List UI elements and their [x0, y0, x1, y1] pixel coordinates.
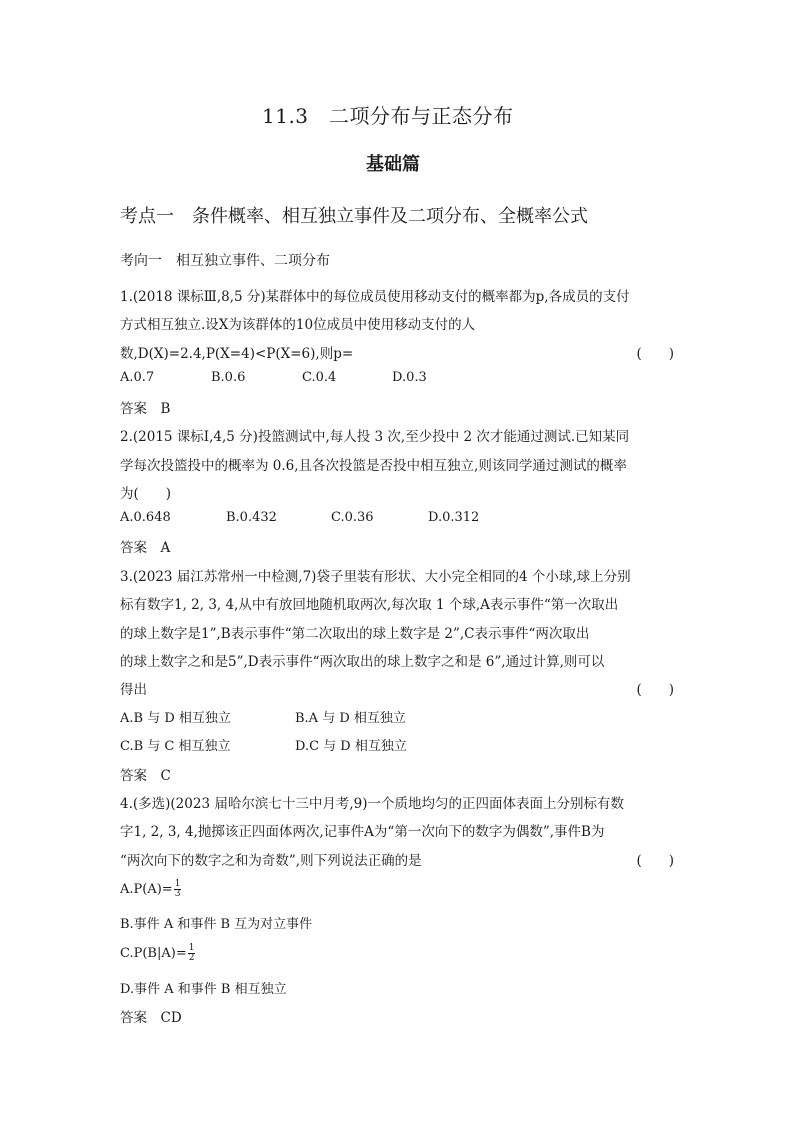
q4-option-b: B.事件 A 和事件 B 互为对立事件 [120, 917, 313, 932]
q3-line-5: 得出 [120, 682, 147, 698]
q1-line-2: 方式相互独立.设X为该群体的10位成员中使用移动支付的人 [120, 317, 476, 333]
q4-line-3: “两次向下的数字之和为奇数”,则下列说法正确的是 [120, 853, 422, 869]
q2-option-b: B.0.432 [226, 510, 277, 525]
q2-line-3: 为( ) [120, 486, 172, 502]
q2-line-2: 学每次投篮投中的概率为 0.6,且各次投篮是否投中相互独立,则该同学通过测试的概率 [120, 458, 627, 474]
q3-answer-paren: ( ) [636, 682, 674, 698]
q4-option-a-denominator: 3 [174, 889, 181, 899]
q4-answer-paren: ( ) [636, 853, 674, 869]
q4-option-a-numerator: 1 [174, 879, 181, 889]
q3-line-1: 3.(2023 届江苏常州一中检测,7)袋子里装有形状、大小完全相同的4 个小球,球上分别 [120, 569, 631, 585]
q3-line-2: 标有数字1, 2, 3, 4,从中有放回地随机取两次,每次取 1 个球,A表示事件“第一次取出 [120, 597, 619, 613]
q1-line-1: 1.(2018 课标Ⅲ,8,5 分)某群体中的每位成员使用移动支付的概率都为p,各成员的支付 [120, 289, 630, 305]
q3-option-a: A.B 与 D 相互独立 [120, 711, 231, 726]
q4-option-a [120, 880, 181, 899]
q3-option-b: B.A 与 D 相互独立 [295, 711, 406, 726]
q4-option-c-fraction [188, 944, 196, 963]
q1-option-b: B.0.6 [211, 370, 246, 385]
q2-answer: 答案 A [120, 540, 171, 556]
q4-answer: 答案 CD [120, 1010, 182, 1026]
q4-option-a-fraction [174, 880, 182, 899]
q4-option-c-text: C.P(B|A)= [120, 946, 187, 961]
page-title: 11.3 二项分布与正态分布 [262, 104, 514, 128]
q2-option-c: C.0.36 [331, 510, 374, 525]
q1-line-3: 数,D(X)=2.4,P(X=4)<P(X=6),则p= [120, 346, 354, 362]
q4-option-a-text: A.P(A)= [120, 882, 173, 897]
section-title: 考点一 条件概率、相互独立事件及二项分布、全概率公式 [120, 206, 588, 227]
q1-option-c: C.0.4 [302, 370, 337, 385]
q4-option-d: D.事件 A 和事件 B 相互独立 [120, 982, 287, 997]
page-subtitle: 基础篇 [366, 154, 420, 175]
q3-option-c: C.B 与 C 相互独立 [120, 739, 231, 754]
q4-option-c-denominator: 2 [188, 953, 195, 963]
subsection-title: 考向一 相互独立事件、二项分布 [120, 253, 330, 269]
q2-option-a: A.0.648 [120, 510, 171, 525]
q4-line-1: 4.(多选)(2023 届哈尔滨七十三中月考,9)一个质地均匀的正四面体表面上分别标有数 [120, 796, 624, 812]
q3-answer: 答案 C [120, 768, 171, 784]
q3-line-4: 的球上数字之和是5”,D表示事件“两次取出的球上数字之和是 6”,通过计算,则可以 [120, 654, 605, 670]
q1-answer-paren: ( ) [636, 346, 674, 362]
q1-option-d: D.0.3 [392, 370, 427, 385]
q3-option-d: D.C 与 D 相互独立 [295, 739, 407, 754]
q2-line-1: 2.(2015 课标Ⅰ,4,5 分)投篮测试中,每人投 3 次,至少投中 2 次才能通过测试.已知某同 [120, 429, 630, 445]
q1-option-a: A.0.7 [120, 370, 155, 385]
q3-line-3: 的球上数字是1”,B表示事件“第二次取出的球上数字是 2”,C表示事件“两次取出 [120, 626, 590, 642]
q4-line-2: 字1, 2, 3, 4,抛掷该正四面体两次,记事件A为“第一次向下的数字为偶数”,事件B为 [120, 824, 605, 840]
q1-answer: 答案 B [120, 401, 171, 417]
q4-option-c-numerator: 1 [188, 943, 195, 953]
q2-option-d: D.0.312 [428, 510, 480, 525]
q4-option-c [120, 944, 195, 963]
